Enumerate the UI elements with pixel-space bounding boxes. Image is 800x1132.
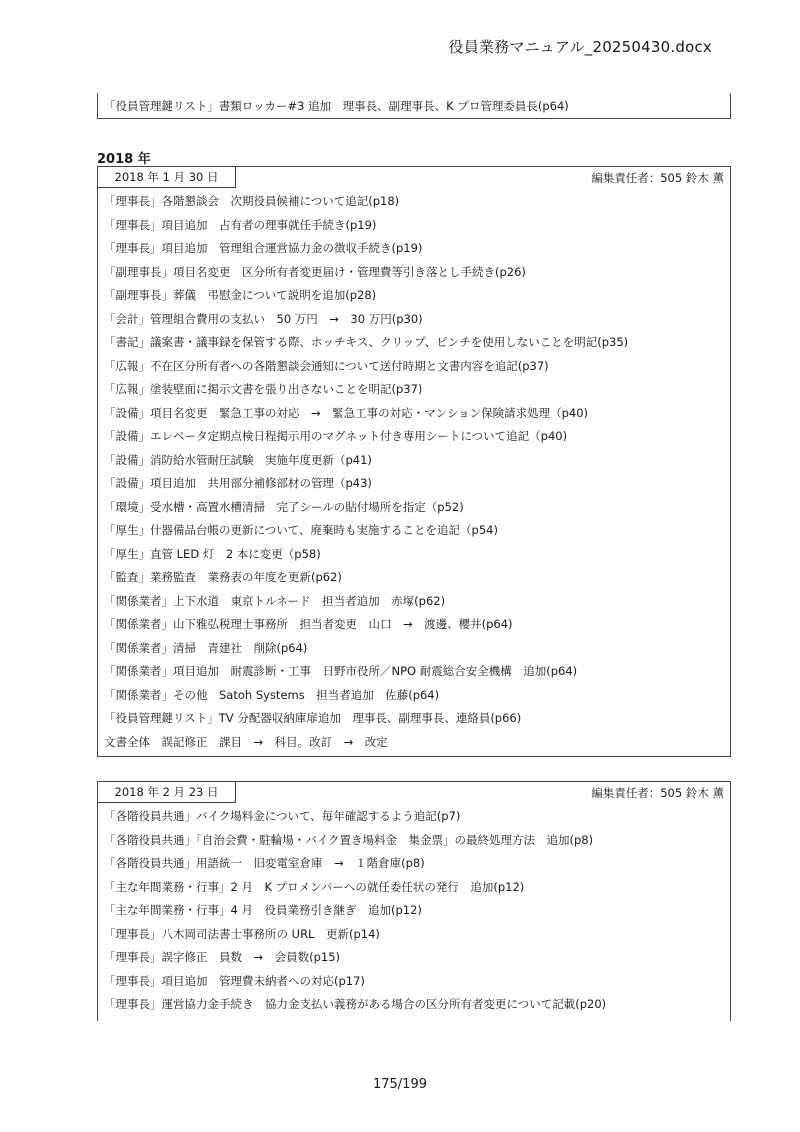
revision-entry-list [104,808,730,1020]
revision-entry: 「理事長」運営協力金手続き 協力金支払い義務がある場合の区分所有者変更について記載(p20) [104,997,607,1011]
revision-entry: 「主な年間業務・行事」2 月 K プロメンバーへの就任委任状の発行 追加(p12) [104,879,525,894]
revision-section-2018-01-30 [97,166,731,757]
revision-entry: 「主な年間業務・行事」4 月 役員業務引き継ぎ 追加(p12) [104,903,422,917]
revision-entry: 「厚生」什器備品台帳の更新について、廃棄時も実施することを追記（p54) [104,523,498,537]
year-heading: 2018 年 [97,152,151,167]
revision-entry: 「厚生」直管 LED 灯 2 本に変更（p58) [104,546,321,561]
revision-entry: 「設備」エレベータ定期点検日程掲示用のマグネット付き専用シートについて追記（p40) [104,429,568,443]
editor-label: 編集責任者：505 鈴木 薫 [591,786,724,800]
revision-date: 2018 年 2 月 23 日 [98,782,236,803]
revision-entry: 「広報」塗装壁面に掲示文書を張り出さないことを明記(p37) [104,382,423,396]
revision-entry: 「書記」議案書・議事録を保管する際、ホッチキス、クリップ、ピンチを使用しないことを明記(p35) [104,335,629,349]
revision-entry: 「各階役員共通」用語統一 旧変電室倉庫 → １階倉庫(p8) [104,856,425,870]
revision-entry: 「副理事長」葬儀 弔慰金について説明を追加(p28) [104,288,377,302]
revision-entry: 「副理事長」項目名変更 区分所有者変更届け・管理費等引き落とし手続き(p26) [104,264,526,279]
revision-entry: 文書全体 誤記修正 課目 → 科目。改訂 → 改定 [104,734,388,749]
revision-entry: 「関係業者」山下雅弘税理士事務所 担当者変更 山口 → 渡邊、櫻井(p64) [104,617,513,631]
revision-entry: 「会計」管理組合費用の支払い 50 万円 → 30 万円(p30) [104,311,423,326]
revision-entry: 「理事長」項目追加 管理費未納者への対応(p17) [104,973,365,988]
revision-entry: 「設備」消防給水管耐圧試験 実施年度更新（p41) [104,452,372,467]
revision-entry: 「役員管理鍵リスト」書類ロッカー#3 追加 理事長、副理事長、K プロ管理委員長(p64) [104,99,569,113]
revision-entry: 「広報」不在区分所有者への各階懇談会通知について送付時期と文書内容を追記(p37) [104,358,549,373]
editor-label: 編集責任者：505 鈴木 薫 [591,171,724,185]
revision-entry: 「環境」受水槽・高置水槽清掃 完了シールの貼付場所を指定（p52) [104,499,464,514]
revision-entry-list [104,193,730,757]
revision-section-2018-02-23 [97,781,731,1021]
document-filename: 役員業務マニュアル_20250430.docx [448,38,712,56]
continued-revision-box [97,93,731,119]
page-number: 175/199 [372,1077,427,1092]
revision-entry: 「理事長」八木岡司法書士事務所の URL 更新(p14) [104,926,380,941]
revision-entry: 「関係業者」上下水道 東京トルネード 担当者追加 赤塚(p62) [104,593,446,608]
revision-entry: 「理事長」誤字修正 員数 → 会員数(p15) [104,950,341,964]
revision-entry: 「理事長」項目追加 占有者の理事就任手続き(p19) [104,217,377,232]
revision-entry: 「理事長」項目追加 管理組合運営協力金の徴収手続き(p19) [104,241,423,255]
revision-entry: 「各階役員共通」「自治会費・駐輪場・バイク置き場料金 集金票」の最終処理方法 追加(p8) [104,832,594,847]
revision-entry: 「理事長」各階懇談会 次期役員候補について追記(p18) [104,194,400,208]
revision-entry: 「設備」項目追加 共用部分補修部材の管理（p43) [104,476,372,490]
revision-entry: 「監査」業務監査 業務表の年度を更新(p62) [104,570,342,584]
revision-entry: 「役員管理鍵リスト」TV 分配器収納庫扉追加 理事長、副理事長、連絡員(p66) [104,711,522,725]
revision-date: 2018 年 1 月 30 日 [98,167,236,188]
revision-entry: 「関係業者」その他 Satoh Systems 担当者追加 佐藤(p64) [104,687,440,702]
revision-entry: 「関係業者」項目追加 耐震診断・工事 日野市役所／NPO 耐震総合安全機構 追加(p64) [104,664,578,678]
revision-entry: 「各階役員共通」バイク場料金について、毎年確認するよう追記(p7) [104,809,461,823]
revision-entry: 「関係業者」清掃 青建社 削除(p64) [104,640,308,655]
revision-entry: 「設備」項目名変更 緊急工事の対応 → 緊急工事の対応・マンション保険請求処理（p40) [104,405,589,420]
